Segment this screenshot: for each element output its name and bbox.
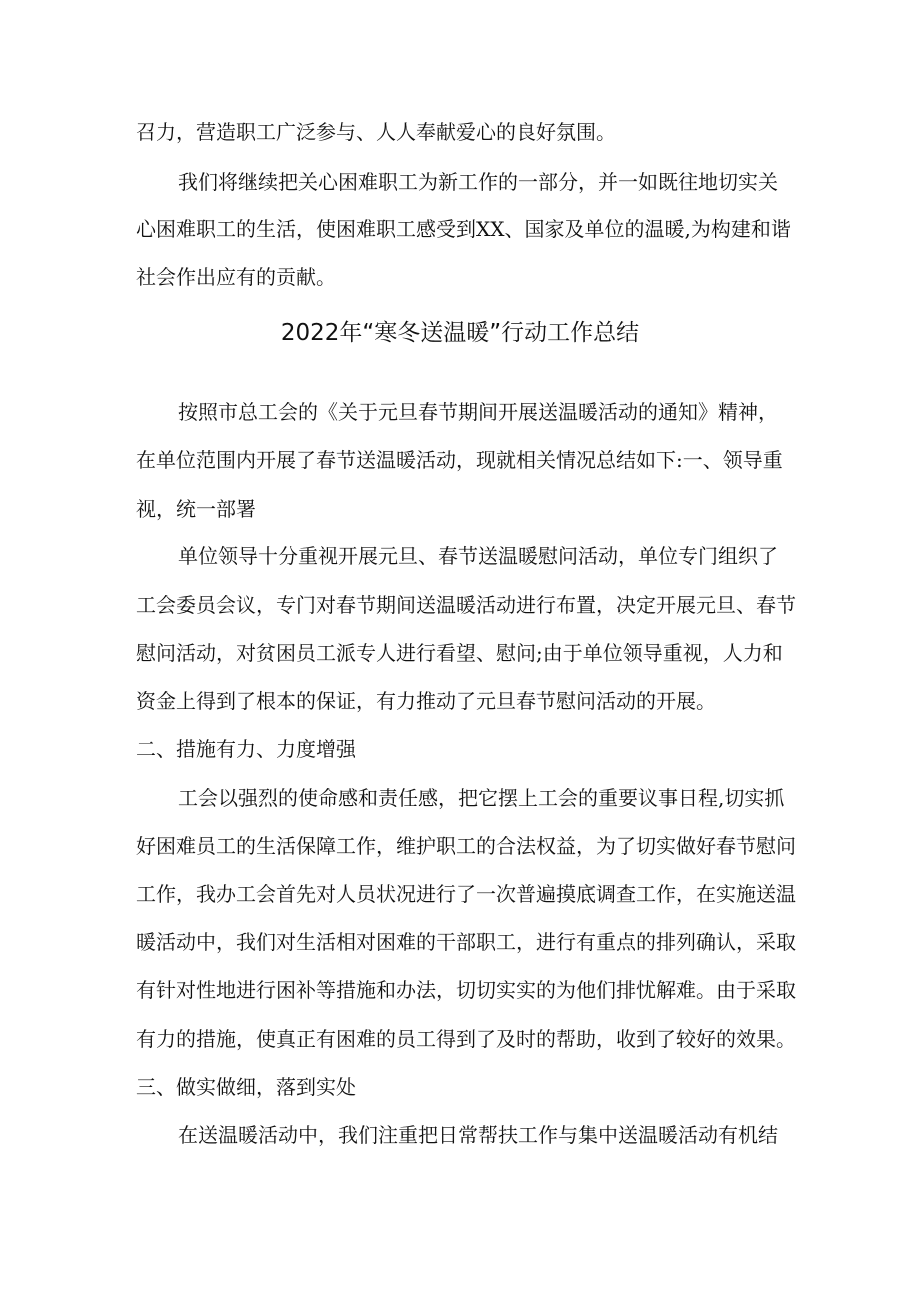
paragraph-line: 好困难员工的生活保障工作，维护职工的合法权益，为了切实做好春节慰问 [136,834,796,858]
paragraph-line: 在单位范围内开展了春节送温暖活动，现就相关情况总结如下:一、领导重 [136,448,783,472]
section-heading: 三、做实做细，落到实处 [136,1075,356,1099]
paragraph-line: 心困难职工的生活，使困难职工感受到XX、国家及单位的温暖,为构建和谐 [136,217,791,241]
paragraph-line: 我们将继续把关心困难职工为新工作的一部分，并一如既往地切实关 [178,170,778,194]
document-title: 2022年“寒冬送温暖”行动工作总结 [280,320,640,346]
paragraph-line: 慰问活动，对贫困员工派专人进行看望、慰问;由于单位领导重视，人力和 [136,641,783,665]
paragraph-line: 按照市总工会的《关于元旦春节期间开展送温暖活动的通知》精神， [178,400,778,424]
paragraph-line: 视，统一部署 [136,497,256,521]
paragraph-line: 工会以强烈的使命感和责任感，把它摆上工会的重要议事日程,切实抓 [178,786,785,810]
paragraph-line: 有针对性地进行困补等措施和办法，切切实实的为他们排忧解难。由于采取 [136,978,796,1002]
paragraph-line: 资金上得到了根本的保证，有力推动了元旦春节慰问活动的开展。 [136,689,716,713]
paragraph-line: 在送温暖活动中，我们注重把日常帮扶工作与集中送温暖活动有机结 [178,1123,778,1147]
paragraph-line: 单位领导十分重视开展元旦、春节送温暖慰问活动，单位专门组织了 [178,544,778,568]
section-heading: 二、措施有力、力度增强 [136,737,356,761]
paragraph-line: 工会委员会议，专门对春节期间送温暖活动进行布置，决定开展元旦、春节 [136,593,796,617]
paragraph-line: 召力，营造职工广泛参与、人人奉献爱心的良好氛围。 [136,120,616,144]
paragraph-line: 社会作出应有的贡献。 [136,265,336,289]
paragraph-line: 暖活动中，我们对生活相对困难的干部职工，进行有重点的排列确认，采取 [136,930,796,954]
paragraph-line: 工作，我办工会首先对人员状况进行了一次普遍摸底调查工作，在实施送温 [136,882,796,906]
paragraph-line: 有力的措施，使真正有困难的员工得到了及时的帮助，收到了较好的效果。 [136,1027,796,1051]
